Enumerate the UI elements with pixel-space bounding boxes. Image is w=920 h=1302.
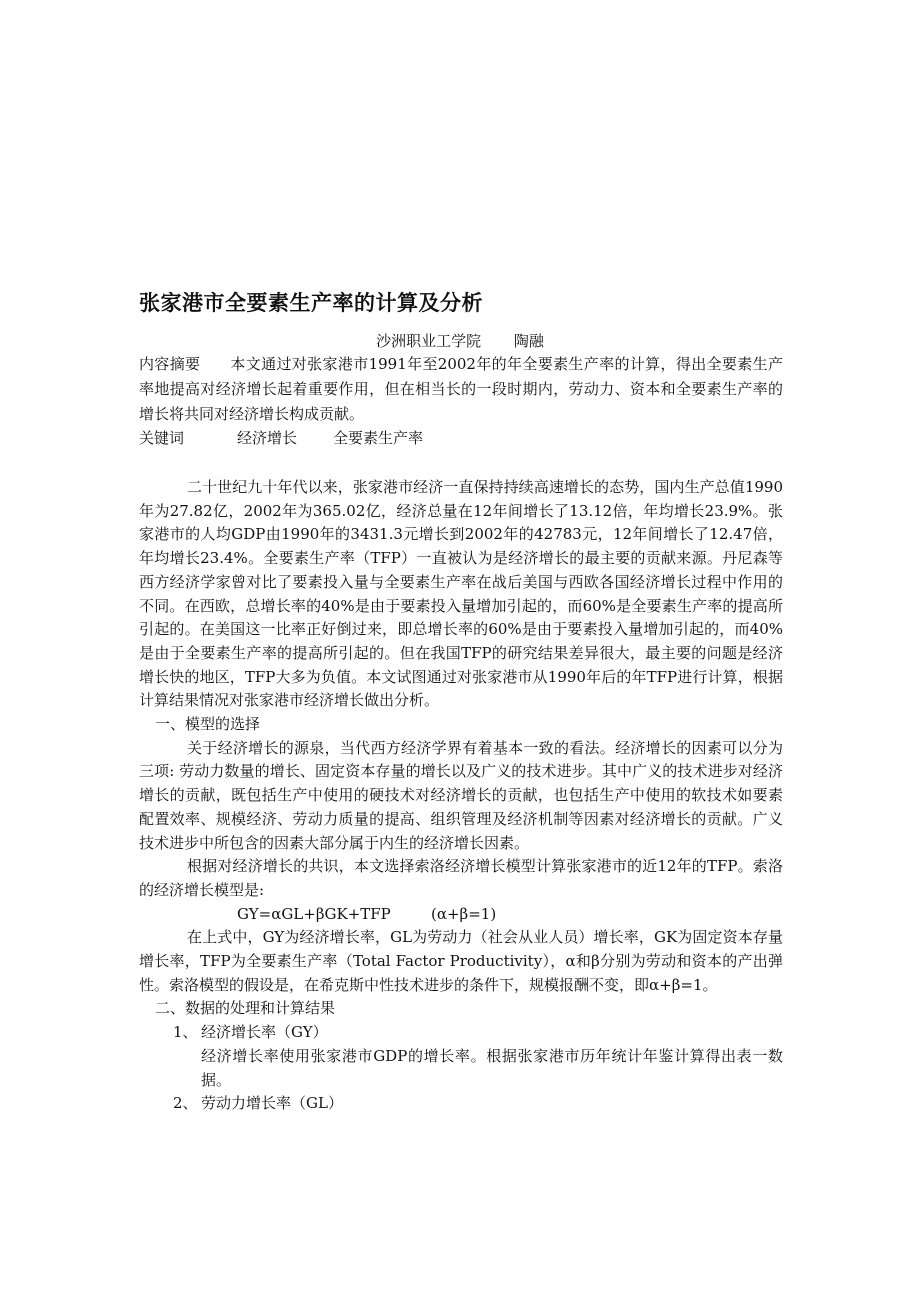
section-heading: 二、数据的处理和计算结果	[155, 999, 336, 1018]
subsection-heading	[139, 1021, 783, 1045]
formula-condition: (α+β=1)	[431, 904, 497, 923]
body-text	[139, 476, 783, 1116]
intro-paragraph: 二十世纪九十年代以来，张家港市经济一直保持持续高速增长的态势，国内生产总值1990年为27.82亿，2002年为365.02亿，经济总量在12年间增长了13.12倍，年均增长23.9%。张家港市的人均GDP由1990年的3431.3元增长到2002年的42783元，12年间增长了12.47倍，年均增长23.4%。全要素生产率（TFP）一直被认为是经济增长的最主要的贡献来源。丹尼森等西方经济学家曾对比了要素投入量与全要素生产率在战后美国与西欧各国经济增长过程中作用的不同。在西欧，总增长率的40%是由于要素投入量增加引起的，而60%是全要素生产率的提高所引起的。在美国这一比率正好倒过来，即总增长率的60%是由于要素投入量增加引起的，而40%是由于全要素生产率的提高所引起的。但在我国TFP的研究结果差异很大，最主要的问题是经济增长快的地区，TFP大多为负值。本文试图通过对张家港市从1990年后的年TFP进行计算，根据计算结果情况对张家港市经济增长做出分析。	[139, 478, 783, 710]
formula-equation: GY=αGL+βGK+TFP	[237, 904, 391, 923]
paragraph: 关于经济增长的源泉，当代西方经济学界有着基本一致的看法。经济增长的因素可以分为三项: 劳动力数量的增长、固定资本存量的增长以及广义的技术进步。其中广义的技术进步对经济增长的贡献，既包括生产中使用的硬技术对经济增长的贡献，也包括生产中使用的软技术如要素配置效率、规模经济、劳动力质量的提高、组织管理及经济机制等因素对经济增长的贡献。广义技术进步中所包含的因素大部分属于内生的经济增长因素。	[139, 738, 783, 852]
paragraph: 在上式中，GY为经济增长率，GL为劳动力（社会从业人员）增长率，GK为固定资本存量增长率，TFP为全要素生产率（Total Factor Productivity），α和β分别为劳动和资本的产出弹性。索洛模型的假设是，在希克斯中性技术进步的条件下，规模报酬不变，即α+β=1。	[139, 928, 783, 994]
section-heading: 一、模型的选择	[155, 715, 261, 734]
author-name: 陶融	[513, 332, 544, 350]
subsection-title: 经济增长率（GY）	[201, 1023, 328, 1042]
author-line	[0, 330, 920, 351]
author-institution: 沙洲职业工学院	[376, 332, 482, 350]
abstract-text: 本文通过对张家港市1991年至2002年的年全要素生产率的计算，得出全要素生产率地提高对经济增长起着重要作用，但在相当长的一段时期内，劳动力、资本和全要素生产率的增长将共同对经济增长构成贡献。	[139, 355, 783, 423]
keyword-item: 全要素生产率	[333, 429, 424, 447]
keywords-label: 关键词	[139, 429, 185, 447]
subsection-title: 劳动力增长率（GL）	[201, 1094, 343, 1113]
formula	[139, 903, 783, 927]
paragraph: 根据对经济增长的共识，本文选择索洛经济增长模型计算张家港市的近12年的TFP。索洛的经济增长模型是:	[139, 857, 783, 899]
paragraph: 经济增长率使用张家港市GDP的增长率。根据张家港市历年统计年鉴计算得出表一数据。	[201, 1046, 783, 1089]
subsection-number: 1、	[173, 1023, 198, 1042]
abstract-label: 内容摘要	[139, 355, 201, 373]
subsection-number: 2、	[173, 1094, 198, 1113]
paper-title: 张家港市全要素生产率的计算及分析	[139, 291, 483, 315]
subsection-heading	[139, 1092, 783, 1116]
keyword-item: 经济增长	[237, 429, 298, 447]
abstract	[139, 352, 783, 427]
keywords	[139, 426, 423, 451]
